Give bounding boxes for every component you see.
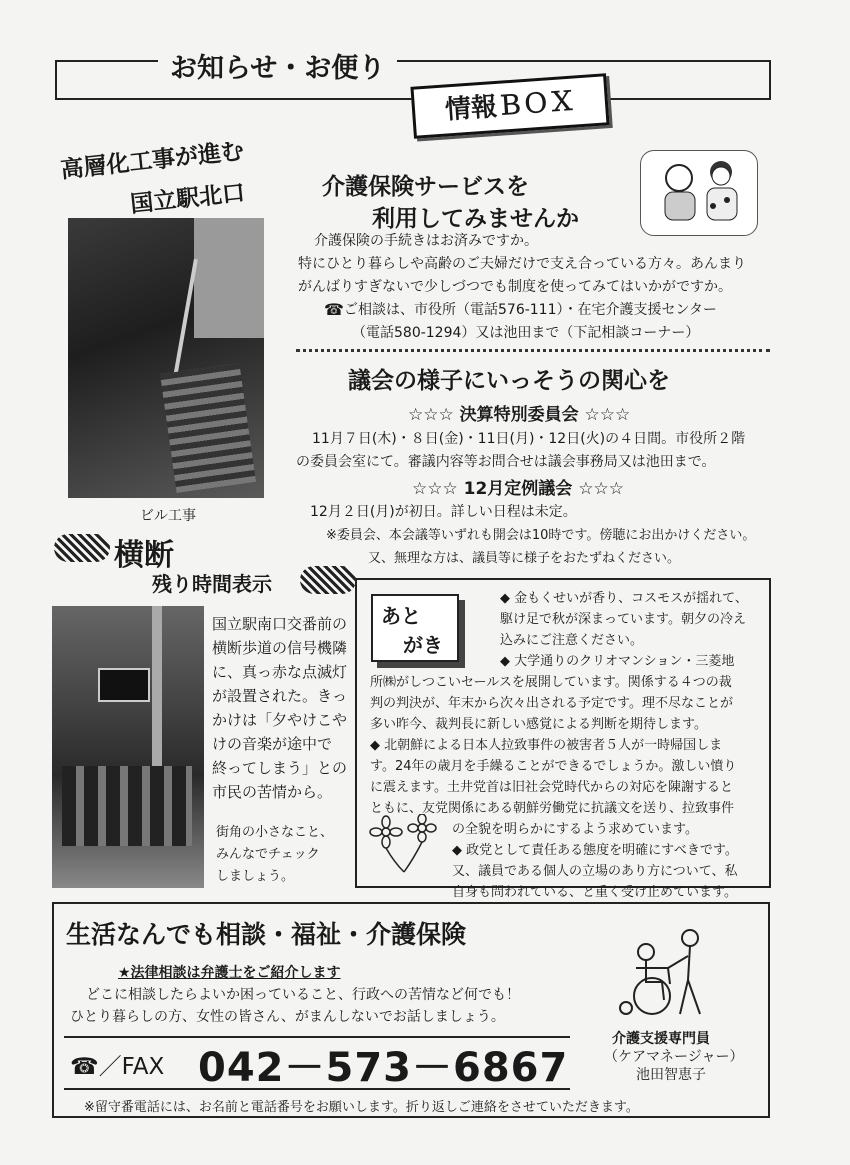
stripe-ornament-left bbox=[54, 534, 110, 562]
article2-line: 12月２日(月)が初日。詳しい日程は未定。 bbox=[310, 504, 577, 520]
building-construction-photo bbox=[68, 218, 264, 498]
afterword-line: ◆ 金もくせいが香り、コスモスが揺れて、 bbox=[500, 591, 748, 606]
article1-line: 特にひとり暮らしや高齢のご夫婦だけで支え合っている方々。あんまり bbox=[298, 256, 746, 272]
afterword-line: 判の判決が、年末から次々出される予定です。理不尽なことが bbox=[370, 696, 733, 711]
crosswalk-note bbox=[216, 822, 333, 888]
afterword-tag bbox=[371, 594, 459, 662]
dotted-divider bbox=[296, 349, 770, 352]
note-line: みんなでチェック bbox=[216, 847, 320, 862]
crosswalk-line: が設置された。きっ bbox=[212, 687, 348, 705]
note-line: しましょう。 bbox=[216, 869, 295, 884]
consultation-line2: ひとり暮らしの方、女性の皆さん、がまんしないでお話しましょう。 bbox=[70, 1009, 505, 1025]
staff-title: 介護支援専門員 bbox=[612, 1031, 710, 1047]
article2-line: ※委員会、本会議等いずれも開会は10時です。傍聴にお出かけください。 bbox=[326, 528, 756, 543]
afterword-line: 多い昨今、裁判長に新しい感覚による判断を期待します。 bbox=[370, 717, 707, 732]
article2-subheading2: ☆☆☆ 12月定例議会 ☆☆☆ bbox=[412, 479, 624, 499]
crosswalk-line: 終ってしまう」との bbox=[212, 759, 348, 777]
afterword-line: 駆け足で秋が深まっています。朝夕の冷え bbox=[500, 612, 746, 627]
phone-icon: ☎ bbox=[324, 300, 344, 319]
afterword-line: ◆ 北朝鮮による日本人拉致事件の被害者５人が一時帰国しま bbox=[370, 738, 723, 753]
afterword-line: 又、議員である個人の立場のあり方について、私 bbox=[452, 864, 738, 879]
article1-title-line1: 介護保険サービスを bbox=[322, 174, 529, 200]
phone-fax-label: ☎／FAX bbox=[70, 1054, 165, 1080]
article1-line: ご相談は、市役所（電話576-111）・在宅介護支援センター bbox=[344, 302, 717, 318]
staff-role: （ケアマネージャー） bbox=[604, 1049, 744, 1065]
footer-note: ※留守番電話には、お名前と電話番号をお願いします。折り返しご連絡をさせていただきます。 bbox=[84, 1100, 639, 1115]
legal-consult-note: ★法律相談は弁護士をご紹介します bbox=[118, 965, 341, 981]
photo1-caption-top: 高層化工事が進む bbox=[59, 138, 246, 184]
stripe-ornament-right bbox=[300, 566, 356, 594]
article2-line: 又、無理な方は、議員等に様子をおたずねください。 bbox=[368, 551, 681, 566]
crosswalk-line: けの音楽が途中で bbox=[212, 735, 333, 753]
info-box-badge: 情報ＢＯＸ bbox=[410, 73, 609, 139]
article2-line: の委員会室にて。審議内容等お問合せは議会事務局又は池田まで。 bbox=[296, 454, 716, 470]
article1-title-line2: 利用してみませんか bbox=[372, 206, 579, 232]
crosswalk-line: かけは「夕やけこや bbox=[212, 711, 348, 729]
afterword-line: 自身も問われている、と重く受け止めています。 bbox=[452, 885, 737, 900]
afterword-line: す。24年の歳月を手繰ることができるでしょうか。激しい憤り bbox=[370, 759, 737, 774]
crosswalk-signal-photo bbox=[52, 606, 204, 888]
consultation-line1: どこに相談したらよいか困っていること、行政への苦情など何でも！ bbox=[86, 987, 520, 1003]
note-line: 街角の小さなこと、 bbox=[216, 825, 334, 840]
afterword-line: ◆ 政党として責任ある態度を明確にすべきです。 bbox=[452, 843, 738, 858]
crosswalk-title: 横断 bbox=[114, 538, 174, 573]
article1-line: 介護保険の手続きはお済みですか。 bbox=[314, 233, 538, 249]
article2-line: 11月７日(木)・８日(金)・11日(月)・12日(火)の４日間。市役所２階 bbox=[312, 431, 746, 447]
phone-number[interactable]: 042－573－6867 bbox=[198, 1045, 569, 1091]
staff-name: 池田智恵子 bbox=[636, 1067, 706, 1083]
crosswalk-line: に、真っ赤な点滅灯 bbox=[212, 663, 348, 681]
crosswalk-line: 国立駅南口交番前の bbox=[212, 615, 348, 633]
afterword-tag-line1: あと bbox=[381, 604, 421, 628]
crosswalk-line: 市民の苦情から。 bbox=[212, 783, 333, 801]
article2-title: 議会の様子にいっそうの関心を bbox=[348, 368, 670, 394]
elderly-couple-illustration bbox=[640, 150, 758, 236]
page-title: お知らせ・お便り bbox=[158, 46, 397, 85]
afterword-line: ともに、友党関係にある朝鮮労働党に抗議文を送り、拉致事件 bbox=[370, 801, 735, 816]
crosswalk-text bbox=[212, 612, 347, 804]
cosmos-flower-icon bbox=[368, 814, 444, 874]
photo1-label: ビル工事 bbox=[140, 508, 196, 524]
afterword-line: ◆ 大学通りのクリオマンション・三菱地 bbox=[500, 654, 735, 669]
consultation-heading: 生活なんでも相談・福祉・介護保険 bbox=[66, 920, 467, 949]
afterword-tag-line2: がき bbox=[403, 633, 443, 657]
afterword-line: に震えます。土井党首は旧社会党時代からの対応を陳謝すると bbox=[370, 780, 733, 795]
afterword-line: の全貌を明らかにするよう求めています。 bbox=[452, 822, 698, 837]
article1-line: がんばりすぎないで少しづつでも制度を使ってみてはいかがですか。 bbox=[298, 279, 732, 295]
article1-line: （電話580-1294）又は池田まで（下記相談コーナー） bbox=[352, 325, 700, 341]
crosswalk-subtitle: 残り時間表示 bbox=[152, 572, 272, 596]
crosswalk-line: 横断歩道の信号機隣 bbox=[212, 639, 348, 657]
afterword-line: 込みにご注意ください。 bbox=[500, 633, 644, 648]
afterword-line: 所㈱がしつこいセールスを展開しています。関係する４つの裁 bbox=[370, 675, 732, 690]
wheelchair-care-illustration bbox=[612, 924, 724, 1020]
article2-subheading1: ☆☆☆ 決算特別委員会 ☆☆☆ bbox=[408, 405, 631, 425]
photo1-caption-bottom: 国立駅北口 bbox=[129, 180, 247, 218]
